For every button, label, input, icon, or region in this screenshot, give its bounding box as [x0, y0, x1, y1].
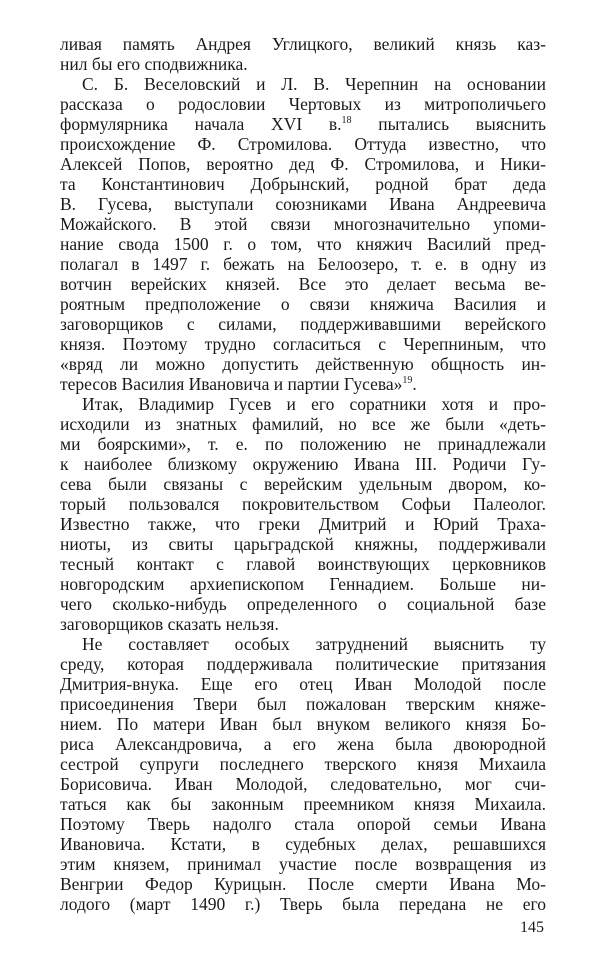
text-line [60, 614, 546, 634]
line-text: рассказа о родословии Чертовых из митрополичьего [60, 94, 546, 114]
text-line [60, 294, 546, 314]
text-line [60, 634, 546, 654]
line-text: роятным предположение о связи княжича Василия и [60, 294, 546, 314]
line-text: С. Б. Веселовский и Л. В. Черепнин на основании [82, 74, 546, 94]
line-text: Борисовича. Иван Молодой, следовательно, мог счи- [60, 774, 546, 794]
text-line [60, 434, 546, 454]
line-text: нил бы его сподвижника. [60, 54, 248, 74]
line-text: ниоты, из свиты царьградской княжны, поддерживали [60, 534, 546, 554]
line-text: лодого (март 1490 г.) Тверь была передана не его [60, 894, 546, 914]
line-text: таться как бы законным преемником князя Михаила. [60, 794, 546, 814]
text-line [60, 114, 546, 134]
line-text: этим князем, принимал участие после возвращения из [60, 854, 546, 874]
text-line [60, 594, 546, 614]
text-line [60, 474, 546, 494]
line-text: сева были связаны с верейским удельным двором, ко- [60, 474, 546, 494]
footnote-reference: 18 [341, 115, 352, 126]
footnote-reference: 19 [402, 375, 413, 386]
line-text: происхождение Ф. Стромилова. Оттуда известно, что [60, 134, 546, 154]
line-text: Алексей Попов, вероятно дед Ф. Стромилова, и Ники- [60, 154, 546, 174]
text-line [60, 274, 546, 294]
line-text: риса Александровича, а его жена была двоюродной [60, 734, 546, 754]
line-text: торый пользовался покровительством Софьи Палеолог. [60, 494, 546, 514]
text-line [60, 854, 546, 874]
text-line [60, 734, 546, 754]
line-text: присоединения Твери был пожалован тверским княже- [60, 694, 546, 714]
line-text: Не составляет особых затруднений выяснить ту [82, 634, 546, 654]
line-text: Известно также, что греки Дмитрий и Юрий Траха- [60, 514, 546, 534]
line-text: сестрой супруги последнего тверского князя Михаила [60, 754, 546, 774]
line-text: «вряд ли можно допустить действенную общность ин- [60, 354, 546, 374]
text-line [60, 414, 546, 434]
line-text: чего сколько-нибудь определенного о социальной базе [60, 594, 546, 614]
line-text: тересов Василия Ивановича и партии Гусева» [60, 374, 403, 394]
line-text: к наиболее близкому окружению Ивана III. Родичи Гу- [60, 454, 546, 474]
text-line [60, 34, 546, 54]
text-line [60, 794, 546, 814]
line-text: Ивановича. Кстати, в судебных делах, решавшихся [60, 834, 546, 854]
text-line [60, 654, 546, 674]
text-line [60, 494, 546, 514]
line-text-continuation: . [412, 374, 417, 394]
text-line [60, 694, 546, 714]
text-line [60, 394, 546, 414]
text-line [60, 574, 546, 594]
text-line [60, 874, 546, 894]
text-line [60, 714, 546, 734]
line-text: Дмитрия-внука. Еще его отец Иван Молодой после [60, 674, 546, 694]
body-text [60, 34, 546, 914]
line-text: Поэтому Тверь надолго стала опорой семьи Ивана [60, 814, 546, 834]
page-number: 145 [520, 919, 544, 936]
text-line [60, 834, 546, 854]
text-line [60, 214, 546, 234]
text-line [60, 74, 546, 94]
text-line [60, 894, 546, 914]
text-line [60, 174, 546, 194]
text-line [60, 674, 546, 694]
text-line [60, 754, 546, 774]
line-text: формулярника начала XVI в. [60, 114, 342, 134]
text-line [60, 154, 546, 174]
text-line [60, 374, 546, 394]
line-text-continuation: пытались выяснить [351, 114, 546, 134]
line-text: князя. Поэтому трудно согласиться с Черепниным, что [60, 334, 546, 354]
line-text: Можайского. В этой связи многозначительно упоми- [60, 214, 546, 234]
text-line [60, 454, 546, 474]
line-text: ливая память Андрея Углицкого, великий князь каз- [60, 34, 546, 54]
line-text: ми боярскими», т. е. по положению не принадлежали [60, 434, 546, 454]
line-text: нание свода 1500 г. о том, что княжич Василий пред- [60, 234, 546, 254]
line-text: Венгрии Федор Курицын. После смерти Ивана Мо- [60, 874, 546, 894]
line-text: тесный контакт с главой воинствующих церковников [60, 554, 546, 574]
line-text: среду, которая поддерживала политические притязания [60, 654, 546, 674]
text-line [60, 814, 546, 834]
text-line [60, 334, 546, 354]
text-line [60, 234, 546, 254]
text-line [60, 314, 546, 334]
line-text: Итак, Владимир Гусев и его соратники хотя и про- [82, 394, 546, 414]
line-text: та Константинович Добрынский, родной брат деда [60, 174, 546, 194]
text-line [60, 54, 546, 74]
line-text: полагал в 1497 г. бежать на Белоозеро, т. е. в одну из [60, 254, 546, 274]
text-line [60, 254, 546, 274]
text-line [60, 554, 546, 574]
line-text: новгородским архиепископом Геннадием. Больше ни- [60, 574, 546, 594]
line-text: заговорщиков с силами, поддерживавшими верейского [60, 314, 546, 334]
text-line [60, 134, 546, 154]
line-text: вотчин верейских князей. Все это делает весьма ве- [60, 274, 546, 294]
text-line [60, 354, 546, 374]
line-text: исходили из знатных фамилий, но все же были «деть- [60, 414, 546, 434]
line-text: В. Гусева, выступали союзниками Ивана Андреевича [60, 194, 546, 214]
text-line [60, 534, 546, 554]
line-text: заговорщиков сказать нельзя. [60, 614, 279, 634]
text-line [60, 774, 546, 794]
text-line [60, 194, 546, 214]
text-line [60, 94, 546, 114]
line-text: нием. По матери Иван был внуком великого князя Бо- [60, 714, 546, 734]
text-line [60, 514, 546, 534]
